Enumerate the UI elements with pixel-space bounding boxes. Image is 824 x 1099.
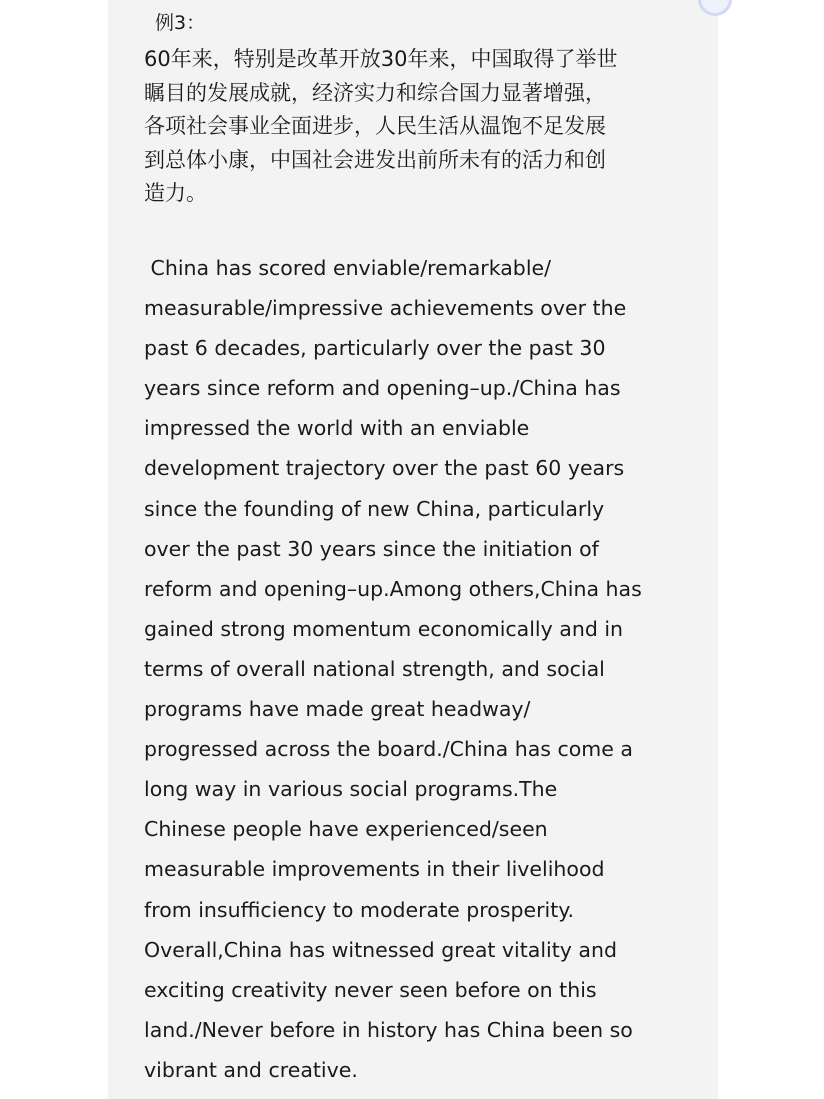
english-line: programs have made great headway/: [144, 697, 531, 722]
example-label: 例3：: [155, 12, 206, 34]
english-line: terms of overall national strength, and social: [144, 656, 605, 681]
english-translation-paragraph: [144, 248, 689, 1090]
english-line: reform and opening–up.Among others,China has: [144, 576, 642, 601]
english-line: land./Never before in history has China been so: [144, 1017, 633, 1042]
chinese-line: 60年来，特别是改革开放30年来，中国取得了举世: [144, 47, 618, 71]
english-line: Chinese people have experienced/seen: [144, 817, 548, 842]
english-line: measurable improvements in their livelihood: [144, 857, 605, 882]
english-line: Overall,China has witnessed great vitality and: [144, 937, 618, 962]
chinese-line: 各项社会事业全面进步，人民生活从温饱不足发展: [144, 114, 606, 138]
corner-circle-icon: [698, 0, 732, 16]
chinese-paragraph: [144, 43, 689, 211]
english-line: since the founding of new China, particularly: [144, 496, 605, 521]
english-line: past 6 decades, particularly over the past 30: [144, 336, 606, 361]
english-line: development trajectory over the past 60 years: [144, 456, 625, 481]
english-line: long way in various social programs.The: [144, 777, 558, 802]
chinese-line: 瞩目的发展成就，经济实力和综合国力显著增强，: [144, 80, 606, 105]
english-line: China has scored enviable/remarkable/: [144, 256, 552, 280]
english-line: measurable/impressive achievements over the: [144, 296, 627, 321]
english-line: years since reform and opening–up./China has: [144, 376, 621, 401]
english-line: impressed the world with an enviable: [144, 416, 530, 441]
english-line: from insufficiency to moderate prosperity.: [144, 897, 575, 922]
english-line: exciting creativity never seen before on this: [144, 977, 597, 1002]
document-page: [108, 0, 718, 1099]
english-line: over the past 30 years since the initiation of: [144, 536, 599, 561]
chinese-line: 造力。: [144, 181, 207, 205]
english-line: gained strong momentum economically and in: [144, 616, 624, 641]
english-line: vibrant and creative.: [144, 1057, 358, 1082]
chinese-line: 到总体小康，中国社会进发出前所未有的活力和创: [144, 147, 606, 172]
english-line: progressed across the board./China has come a: [144, 737, 633, 762]
